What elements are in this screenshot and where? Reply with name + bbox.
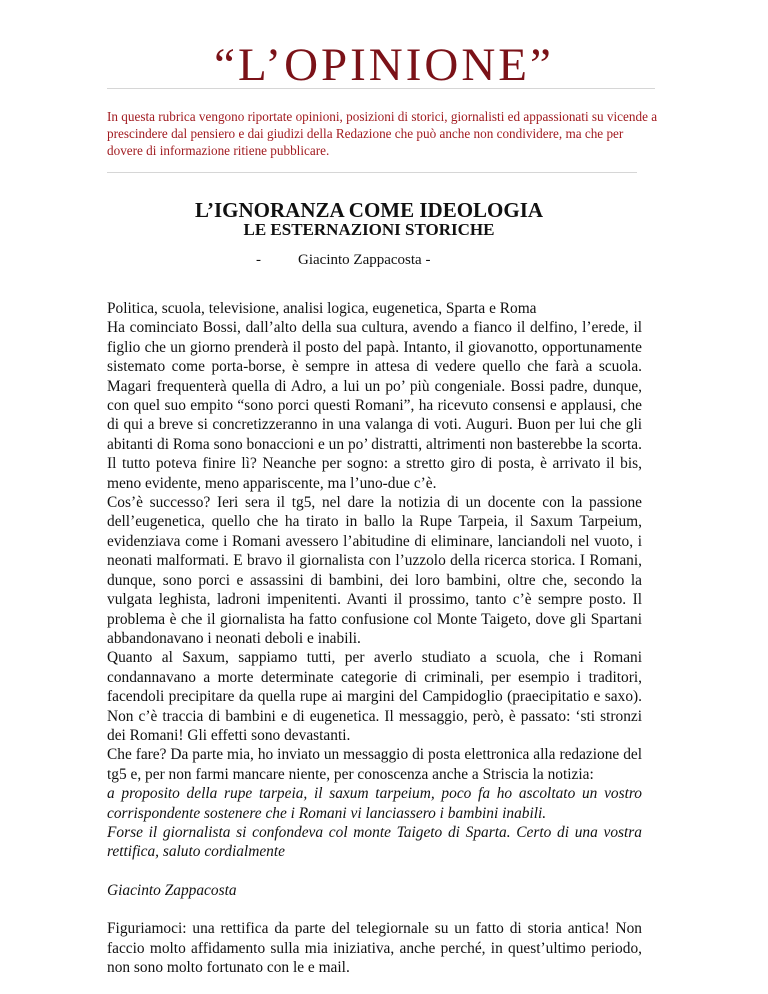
byline-dash: - <box>256 252 261 268</box>
closing-paragraph: Figuriamoci: una rettifica da parte del telegiornale su un fatto di storia antica! Non faccio molto affidamento sulla mia iniziativa, anche perché, in quest’ultimo periodo, non sono molto fortunato con le e mail. <box>107 920 642 976</box>
article-subtitle: LE ESTERNAZIONI STORICHE <box>243 220 495 239</box>
article-paragraph: Quanto al Saxum, sappiamo tutti, per averlo studiato a scuola, che i Romani condannavano a morte determinate categorie di criminali, per esempio i traditori, facendoli precipitare da quella rupe ai margini del Campidoglio (praecipitatio e saxo). Non c’è traccia di bambini e di eugenetica. Il messaggio, però, è passato: ‘sti stronzi dei Romani! Gli effetti sono devastanti. <box>107 649 642 744</box>
divider <box>107 88 655 89</box>
byline-author: Giacinto Zappacosta - <box>298 252 431 268</box>
article-title: L’IGNORANZA COME IDEOLOGIA <box>194 198 544 222</box>
article-paragraph: Che fare? Da parte mia, ho inviato un messaggio di posta elettronica alla redazione del tg5 e, per non farmi mancare niente, per conoscenza anche a Striscia la notizia: <box>107 746 642 783</box>
article-paragraph: Politica, scuola, televisione, analisi logica, eugenetica, Sparta e Roma <box>107 300 537 317</box>
letter-paragraph: Forse il giornalista si confondeva col monte Taigeto di Sparta. Certo di una vostra rettifica, saluto cordialmente <box>107 823 642 861</box>
column-intro: In questa rubrica vengono riportate opinioni, posizioni di storici, giornalisti ed appassionati su vicende a prescindere dal pensiero e dai giudizi della Redazione che può anche non condividere, ma che per dovere di informazione ritiene pubblicare. <box>107 109 658 158</box>
signature: Giacinto Zappacosta <box>107 881 237 899</box>
article-paragraph: Cos’è successo? Ieri sera il tg5, nel dare la notizia di un docente con la passione dell’eugenetica, quello che ha tirato in ballo la Rupe Tarpeia, il Saxum Tarpeium, evidenziava come i Romani avessero l’abitudine di eliminare, lanciandoli nel vuoto, i neonati malformati. E bravo il giornalista con l’uzzolo della ricerca storica. I Romani, dunque, sono porci e assassini di bambini, dei loro bambini, oltre che, secondo la vulgata leghista, ladroni impenitenti. Avanti il prossimo, tanto c’è sempre posto. Il problema è che il giornalista ha fatto confusione col Monte Taigeto, dove gli Spartani abbandonavano i neonati deboli e inabili. <box>107 494 642 647</box>
divider <box>107 172 637 173</box>
masthead-title: “L’OPINIONE” <box>214 39 554 91</box>
byline <box>256 252 430 269</box>
article-body <box>107 299 642 977</box>
article-paragraph: Ha cominciato Bossi, dall’alto della sua cultura, avendo a fianco il delfino, l’erede, il figlio che un giorno prenderà il posto del papà. Intanto, il giovanotto, opportunamente sistemato come porta-borse, è sempre in attesa di vedere quello che farà a scuola. Magari frequenterà quella di Adro, a lui un po’ più congeniale. Bossi padre, dunque, con quel suo empito “sono porci questi Romani”, ha ricevuto consensi e applausi, che di qui a breve si concretizzeranno in una valanga di voti. Auguri. Buon per lui che gli abitanti di Roma sono bonaccioni e un po’ distratti, altrimenti non basterebbe la scorta. Il tutto poteva finire lì? Neanche per sogno: a stretto giro di posta, è arrivato il bis, meno evidente, meno appariscente, ma l’uno-due c’è. <box>107 319 642 492</box>
letter-paragraph: a proposito della rupe tarpeia, il saxum tarpeium, poco fa ho ascoltato un vostro corrispondente sostenere che i Romani vi lanciassero i bambini inabili. <box>107 785 642 822</box>
